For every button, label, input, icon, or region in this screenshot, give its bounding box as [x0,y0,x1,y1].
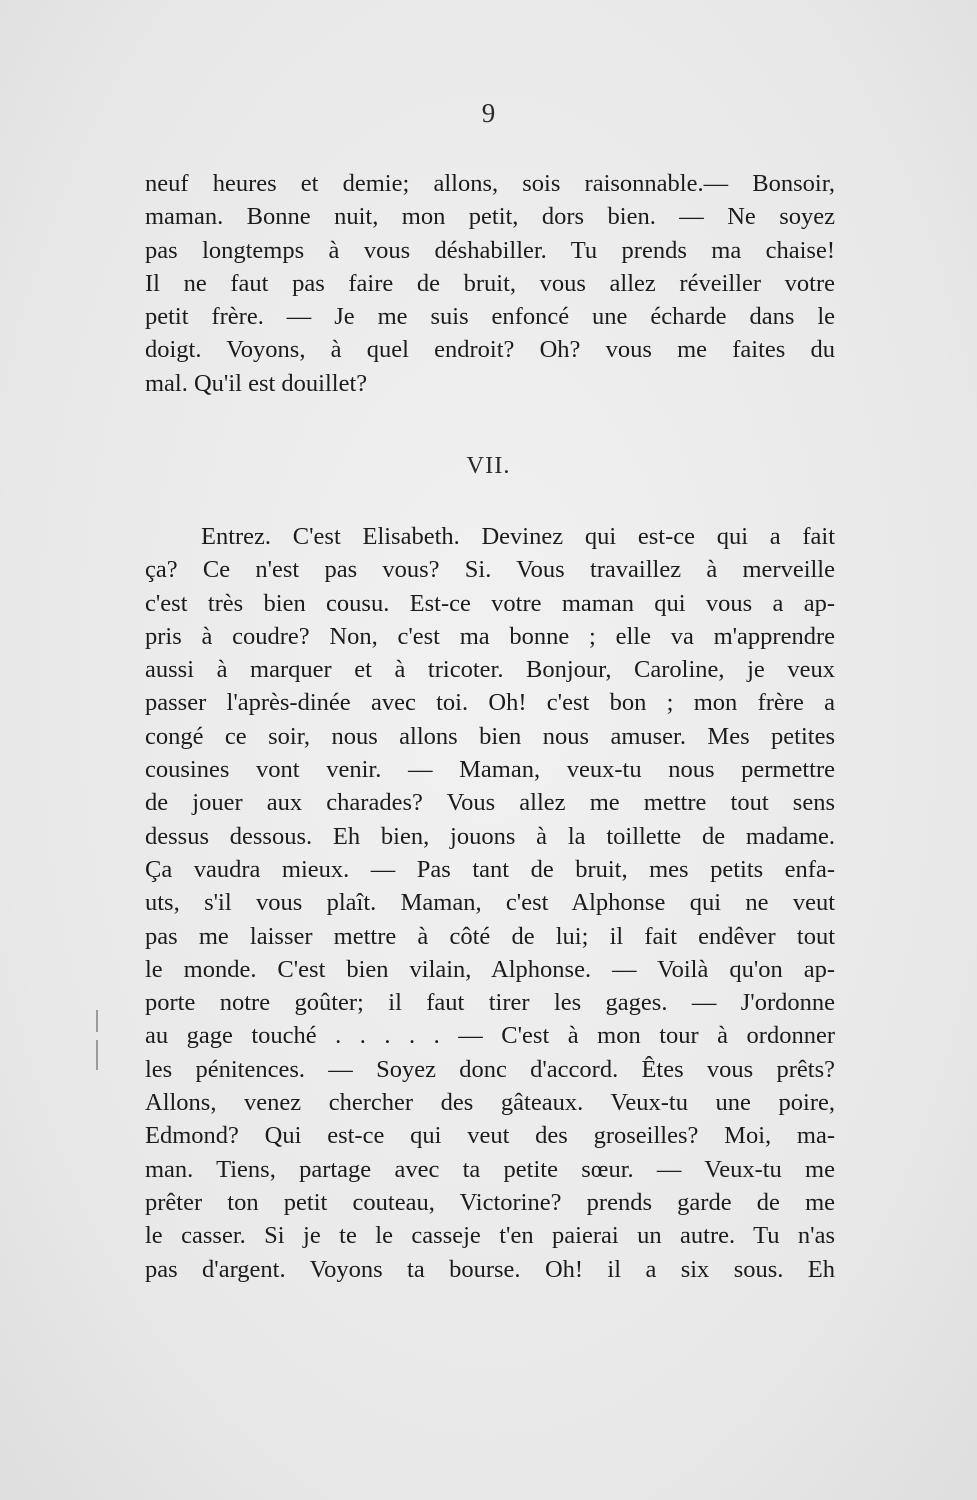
text-line: Entrez. C'est Elisabeth. Devinez qui est-ce qui a fait [201,523,835,550]
text-line: maman. Bonne nuit, mon petit, dors bien. — Ne soyez [145,203,835,231]
text-line: pas d'argent. Voyons ta bourse. Oh! il a six sous. Eh [145,1255,835,1283]
page-number: 9 [481,98,496,128]
text-line: man. Tiens, partage avec ta petite sœur. — Veux-tu me [145,1155,835,1183]
text-line: mal. Qu'il est douillet? [145,369,368,397]
text-line: c'est très bien cousu. Est-ce votre maman qui vous a ap- [145,589,835,617]
margin-mark [96,1010,98,1032]
text-line: dessus dessous. Eh bien, jouons à la toillette de madame. [145,822,835,850]
text-line: Il ne faut pas faire de bruit, vous allez réveiller votre [145,269,835,297]
text-line: au gage touché . . . . . — C'est à mon tour à ordonner [145,1022,835,1050]
margin-mark [96,1040,98,1070]
paragraph-2 [145,520,835,1286]
text-line: petit frère. — Je me suis enfoncé une écharde dans le [145,303,835,331]
text-line: prêter ton petit couteau, Victorine? prends garde de me [145,1188,835,1216]
text-line: le monde. C'est bien vilain, Alphonse. — Voilà qu'on ap- [145,955,835,983]
text-line: cousines vont venir. — Maman, veux-tu nous permettre [145,756,835,784]
text-line: aussi à marquer et à tricoter. Bonjour, Caroline, je veux [145,656,835,684]
text-line: doigt. Voyons, à quel endroit? Oh? vous me faites du [145,336,835,364]
text-line: passer l'après-dinée avec toi. Oh! c'est bon ; mon frère a [145,689,835,717]
text-line: porte notre goûter; il faut tirer les gages. — J'ordonne [145,989,835,1017]
text-line: le casser. Si je te le casseje t'en paierai un autre. Tu n'as [145,1222,835,1250]
text-line: Allons, venez chercher des gâteaux. Veux-tu une poire, [145,1089,835,1117]
text-line: pas longtemps à vous déshabiller. Tu prends ma chaise! [145,236,835,264]
text-line: de jouer aux charades? Vous allez me mettre tout sens [145,789,835,817]
chapter-heading: VII. [466,452,511,479]
text-line: les pénitences. — Soyez donc d'accord. Êtes vous prêts? [145,1055,835,1083]
text-line: Ça vaudra mieux. — Pas tant de bruit, mes petits enfa- [145,855,835,883]
paragraph-1 [145,167,835,400]
text-line: Edmond? Qui est-ce qui veut des groseilles? Moi, ma- [145,1122,835,1150]
text-line: ça? Ce n'est pas vous? Si. Vous travaillez à merveille [145,556,835,584]
text-line: pris à coudre? Non, c'est ma bonne ; elle va m'apprendre [145,622,835,650]
text-line: pas me laisser mettre à côté de lui; il fait endêver tout [145,922,835,950]
text-line: uts, s'il vous plaît. Maman, c'est Alphonse qui ne veut [145,889,835,917]
text-line: neuf heures et demie; allons, sois raisonnable.— Bonsoir, [145,170,835,197]
text-line: congé ce soir, nous allons bien nous amuser. Mes petites [145,722,835,750]
